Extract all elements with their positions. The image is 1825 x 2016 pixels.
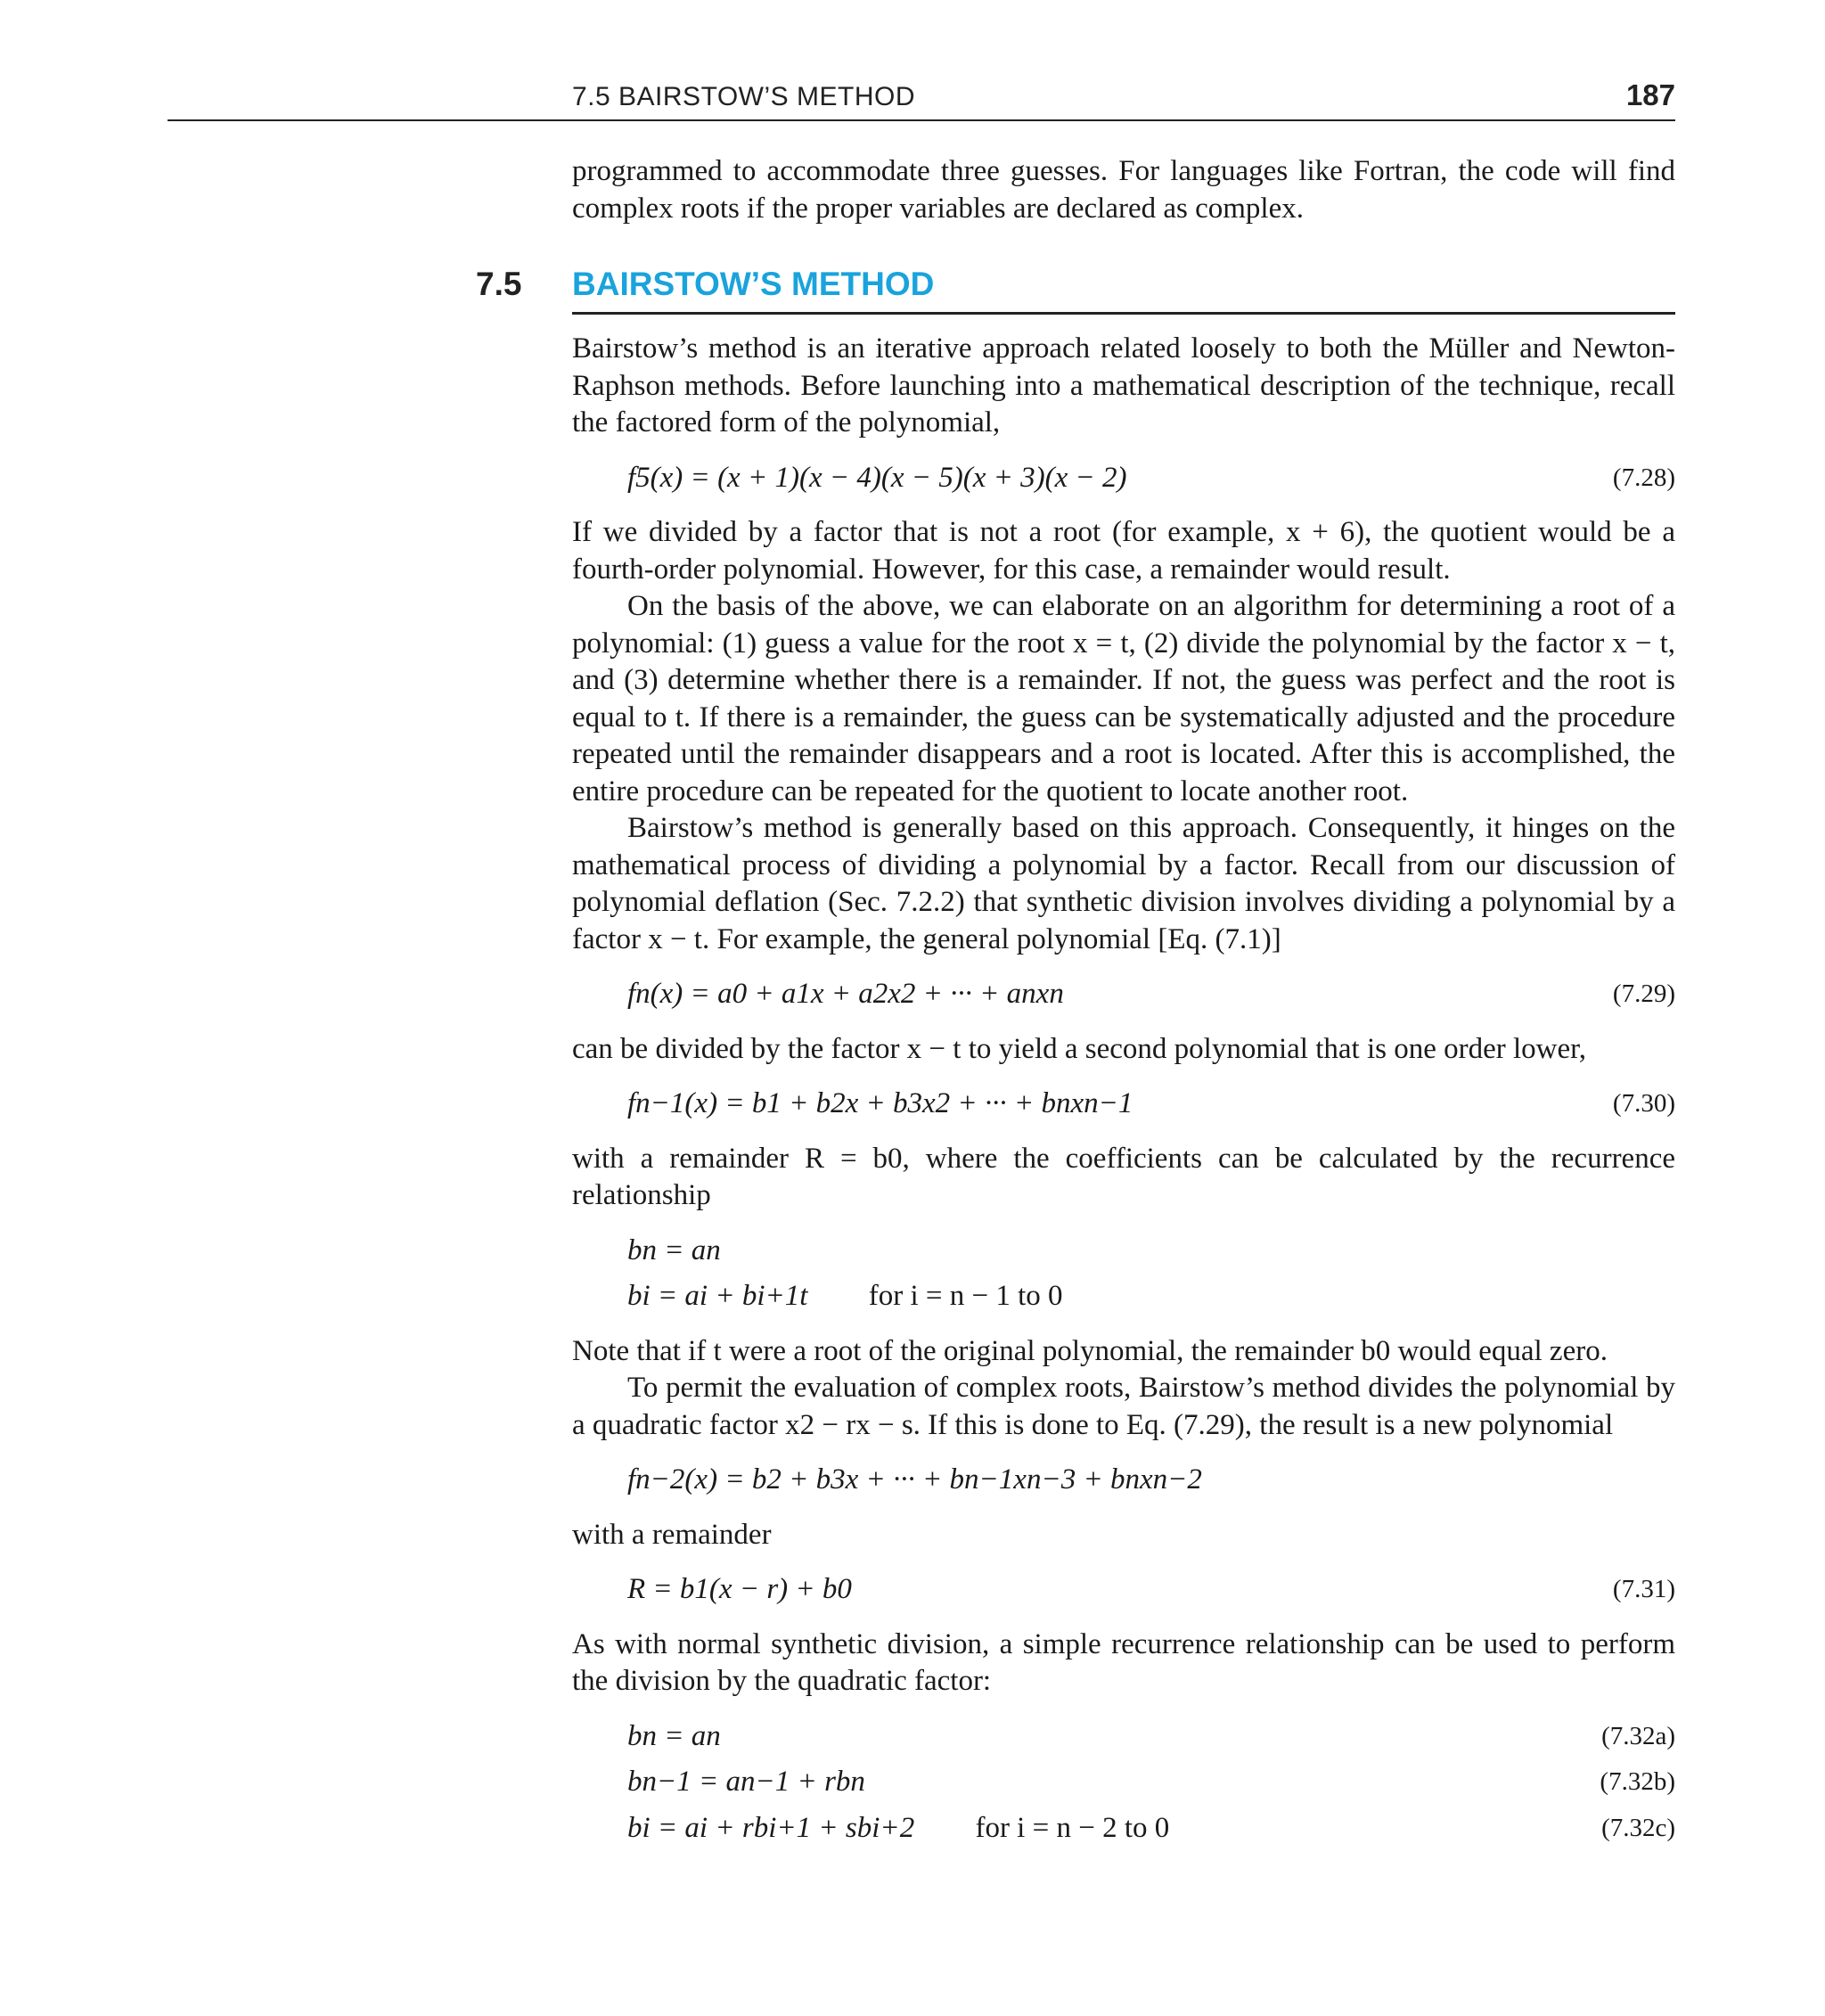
page-number: 187 <box>1625 78 1675 111</box>
paragraph-algorithm: On the basis of the above, we can elaborate on an algorithm for determining a root of a polynomial: (1) guess a value for the root x = t, (2) divide the polynomial by the factor x − t, and (3) determine whether there is a remainder. If not, the guess was perfect and the root is equal to t. If there is a remainder, the guess can be systematically adjusted and the procedure repeated until the remainder disappears and a root is located. After this is accomplished, the entire procedure can be repeated for the quotient to locate another root. <box>572 590 1675 807</box>
paragraph-remainder: with a remainder R = b0, where the coefficients can be calculated by the recurrence relationship <box>572 1142 1675 1211</box>
equation-expression: f5(x) = (x + 1)(x − 4)(x − 5)(x + 3)(x − 2) <box>627 461 1127 494</box>
equation-quotient-polynomial <box>572 1462 1675 1499</box>
equation-expression: bi = ai + rbi+1 + sbi+2 <box>627 1811 915 1844</box>
paragraph-with-remainder: with a remainder <box>572 1518 772 1551</box>
equation-expression: fn−2(x) = b2 + b3x + ··· + bn−1xn−3 + bnxn−2 <box>627 1463 1202 1496</box>
equation-number: (7.28) <box>1612 463 1675 492</box>
paragraph-intro: Bairstow’s method is an iterative approach related loosely to both the Müller and Newton-Raphson methods. Before launching into a mathematical description of the technique, recall the factored form of the polynomial, <box>572 332 1675 438</box>
equation-expression: bi = ai + bi+1t <box>627 1280 808 1312</box>
paragraph-quadratic-factor: To permit the evaluation of complex roots, Bairstow’s method divides the polynomial by a quadratic factor x2 − rx − s. If this is done to Eq. (7.29), the result is a new polynomial <box>572 1372 1675 1441</box>
section-body <box>572 331 1675 1847</box>
section-heading <box>476 266 1675 315</box>
equation-7-30 <box>572 1086 1675 1123</box>
equation-number: (7.32c) <box>1601 1813 1675 1842</box>
equation-expression: bn = an <box>627 1233 721 1266</box>
equation-condition: for i = n − 1 to 0 <box>868 1280 1063 1312</box>
section-title: BAIRSTOW’S METHOD <box>572 266 935 302</box>
equation-7-29 <box>572 976 1675 1013</box>
paragraph-lower-order: can be divided by the factor x − t to yield a second polynomial that is one order lower, <box>572 1032 1587 1065</box>
equation-number: (7.30) <box>1612 1089 1675 1118</box>
paragraph-quadratic-recurrence: As with normal synthetic division, a simple recurrence relationship can be used to perform the division by the quadratic factor: <box>572 1627 1675 1697</box>
text-column <box>572 153 1675 227</box>
equation-7-28 <box>572 460 1675 497</box>
paragraph-continued: programmed to accommodate three guesses. For languages like Fortran, the code will find complex roots if the proper variables are declared as complex. <box>572 155 1675 225</box>
equation-expression: R = b1(x − r) + b0 <box>627 1573 852 1605</box>
equation-expression: fn(x) = a0 + a1x + a2x2 + ··· + anxn <box>627 978 1064 1010</box>
equation-condition: for i = n − 2 to 0 <box>975 1811 1170 1844</box>
equation-number: (7.31) <box>1612 1575 1675 1603</box>
equation-expression: fn−1(x) = b1 + b2x + b3x2 + ··· + bnxn−1 <box>627 1087 1133 1119</box>
equation-number: (7.32b) <box>1600 1767 1675 1796</box>
equation-7-31 <box>572 1571 1675 1609</box>
recurrence-line-1 <box>572 1233 1675 1270</box>
equation-7-32c <box>572 1810 1675 1848</box>
paragraph-synthetic-division: Bairstow’s method is generally based on this approach. Consequently, it hinges on the mathematical process of dividing a polynomial by a factor. Recall from our discussion of polynomial deflation (Sec. 7.2.2) that synthetic division involves dividing a polynomial by a factor x − t. For example, the general polynomial [Eq. (7.1)] <box>572 812 1675 955</box>
equation-number: (7.32a) <box>1601 1721 1675 1750</box>
running-head <box>168 78 1675 121</box>
equation-7-32b <box>572 1764 1675 1801</box>
section-number: 7.5 <box>476 266 522 302</box>
recurrence-line-2 <box>572 1278 1675 1315</box>
equation-expression: bn = an <box>627 1719 721 1752</box>
equation-expression: bn−1 = an−1 + rbn <box>627 1766 865 1798</box>
paragraph-note: Note that if t were a root of the original polynomial, the remainder b0 would equal zero. <box>572 1334 1608 1367</box>
equation-number: (7.29) <box>1612 979 1675 1008</box>
running-title: 7.5 BAIRSTOW’S METHOD <box>572 82 916 111</box>
equation-7-32a <box>572 1718 1675 1756</box>
paragraph-divide: If we divided by a factor that is not a root (for example, x + 6), the quotient would be a fourth-order polynomial. However, for this case, a remainder would result. <box>572 516 1675 586</box>
